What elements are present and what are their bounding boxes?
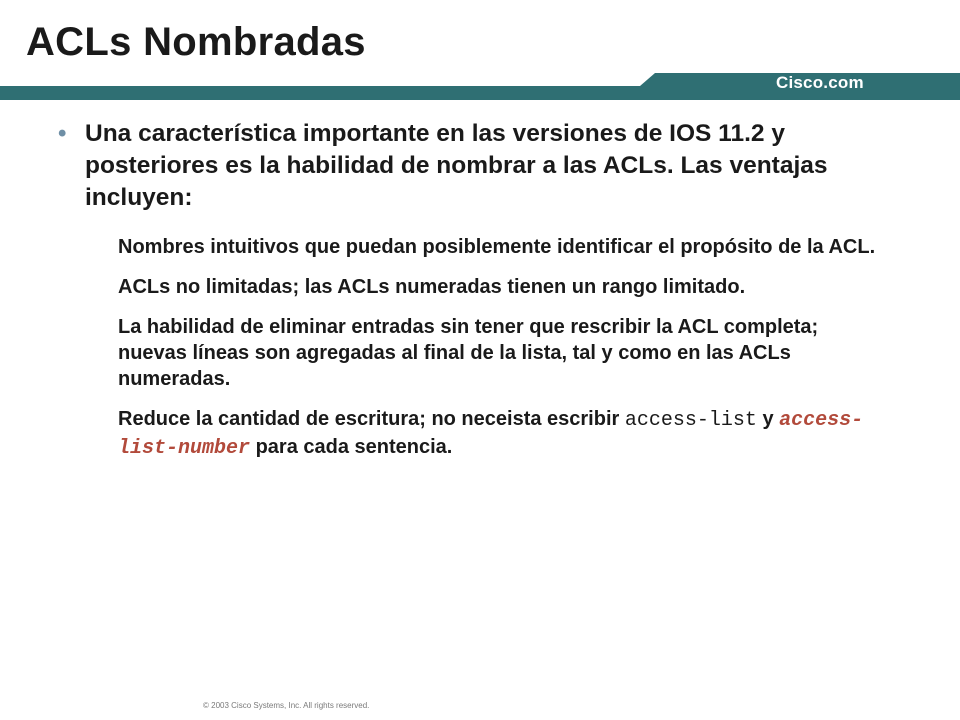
sub-item-4-prefix: Reduce la cantidad de escritura; no neceista escribir <box>118 408 625 430</box>
sub-item-4-suffix: para cada sentencia. <box>250 436 453 458</box>
sub-item-3: La habilidad de eliminar entradas sin tener que rescribir la ACL completa; nuevas líneas son agregadas al final de la lista, tal y como en las ACLs numeradas. <box>118 316 819 390</box>
sub-item-4-joiner: y <box>756 408 780 430</box>
main-bullet-text: Una característica importante en las versiones de IOS 11.2 y posteriores es la habilidad de nombrar a las ACLs. Las ventajas incluyen: <box>85 120 828 211</box>
sub-item-4 <box>118 406 878 462</box>
slide-content <box>58 118 918 476</box>
bullet-icon: • <box>58 120 67 147</box>
sub-list <box>58 234 878 462</box>
copyright-footer: © 2003 Cisco Systems, Inc. All rights reserved. <box>203 701 370 710</box>
sub-item-2: ACLs no limitadas; las ACLs numeradas tienen un rango limitado. <box>118 276 746 298</box>
code-access-list: access-list <box>624 409 757 432</box>
slide-title: ACLs Nombradas <box>26 20 366 64</box>
brand-label: Cisco.com <box>776 73 864 92</box>
sub-item-1: Nombres intuitivos que puedan posiblemente identificar el propósito de la ACL. <box>118 236 876 258</box>
code-access-list-number: access-list-number <box>118 409 864 460</box>
main-bullet <box>58 118 918 214</box>
